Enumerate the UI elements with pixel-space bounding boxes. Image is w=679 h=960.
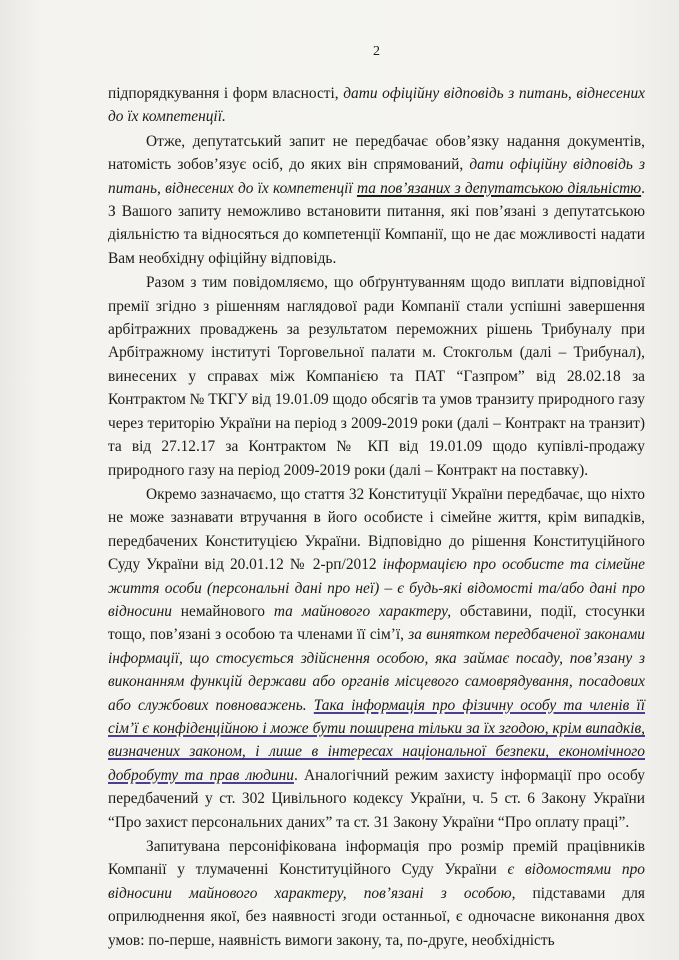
paragraph-2-text-a: Отже, депутатський запит не передбачає обов’язку надання документів, натомість зобов’язує осіб, до яких він спрямований,	[108, 132, 645, 174]
paragraph-4-text-b: немайнового	[180, 602, 265, 620]
paragraph-4-text-a: Окремо зазначаємо, що стаття 32 Конституції України передбачає, що ніхто не може зазнавати втручання в його особисте і сімейне життя, крім випадків, передбачених Конституцією України. Відповідно до рішення Конституційного Суду України від 20.01.12 № 2-рп/2012	[108, 485, 645, 574]
paragraph-4-italic-c: майнового характеру,	[301, 602, 452, 620]
paragraph-4-text-c: обставини, події, стосунки тощо, пов’язані з особою та членами її сім’ї,	[108, 602, 645, 644]
paragraph-3-text: Разом з тим повідомляємо, що обґрунтуванням щодо виплати відповідної премії згідно з рішенням наглядової ради Компанії стали успішні завершення арбітражних проваджень за результатом переможних рішень Трибуналу при Арбітражному інституті Торговельної палати м. Стокгольм (далі – Трибунал), винесених у справах між Компанією та ПАТ “Газпром” від 28.02.18 за Контрактом № ТКГУ від 19.01.09 щодо обсягів та умов транзиту природного газу через територію України на період з 2009-2019 роки (далі – Контракт на транзит) та від 27.12.17 за Контрактом № КП від 19.01.09 щодо купівлі-продажу природного газу на період 2009-2019 роки (далі – Контракт на поставку).	[108, 274, 645, 479]
page-number: 2	[373, 44, 380, 59]
paragraph-4	[108, 483, 645, 834]
paragraph-5-italic: є відомостями про відносини майнового характеру, пов’язані з особою,	[108, 861, 645, 902]
paragraph-4-text-d: . Аналогічний режим захисту інформації про особу передбачений у ст. 302 Цивільного кодексу України, ч. 5 ст. 6 Закону України “Про захист персональних даних” та ст. 31 Закону України “Про оплату праці”.	[108, 766, 645, 831]
paragraph-5-text-b: підставами для оприлюднення якої, без наявності згоди останньої, є одночасне виконання двох умов: по-перше, наявність вимоги закону, та, по-друге, необхідність	[108, 884, 645, 949]
paragraph-5-text-a: Запитувана персоніфікована інформація про розмір премій працівників Компанії у тлумаченні Конституційного Суду України	[108, 838, 645, 879]
paragraph-4-italic-a: інформацією про особисте та сімейне життя особи (персональні дані про неї) – є будь-які відомості та/або дані про відносини	[108, 556, 646, 620]
paragraph-4-italic-b: та	[264, 602, 302, 620]
paragraph-2	[108, 130, 645, 270]
paragraph-1-text: підпорядкування і форм власності,	[108, 85, 344, 102]
paragraph-4-italic-d: за винятком передбаченої законами інформації, що стосується здійснення особою, яка займає посаду, пов’язану з виконанням функцій держави або органів місцевого самоврядування, посадових або службових повноважень.	[108, 626, 645, 714]
paragraph-5	[108, 835, 645, 952]
paragraph-2-underlined-italic: та пов’язаних з депутатською діяльністю	[356, 179, 642, 197]
paragraph-3	[108, 271, 645, 482]
paragraph-2-italic-a: дати офіційну відповідь з питань, віднесених до їх компетенції	[108, 156, 646, 197]
paragraph-4-underlined-italic: Така інформація про фізичну особу та членів її сім’ї є конфіденційною і може бути поширена тільки за їх згодою, крім випадків, визначених законом, і лише в інтересах національної безпеки, економічного добробуту та прав людини	[108, 696, 645, 784]
paragraph-2-text-b: . З Вашого запиту неможливо встановити питання, які пов’язані з депутатською діяльністю та відносяться до компетенції Компанії, що не дає можливості надати Вам необхідну офіційну відповідь.	[108, 179, 645, 267]
paragraph-1	[108, 82, 645, 129]
paragraph-1-italic: дати офіційну відповідь з питань, віднесених до їх компетенції.	[108, 85, 645, 126]
